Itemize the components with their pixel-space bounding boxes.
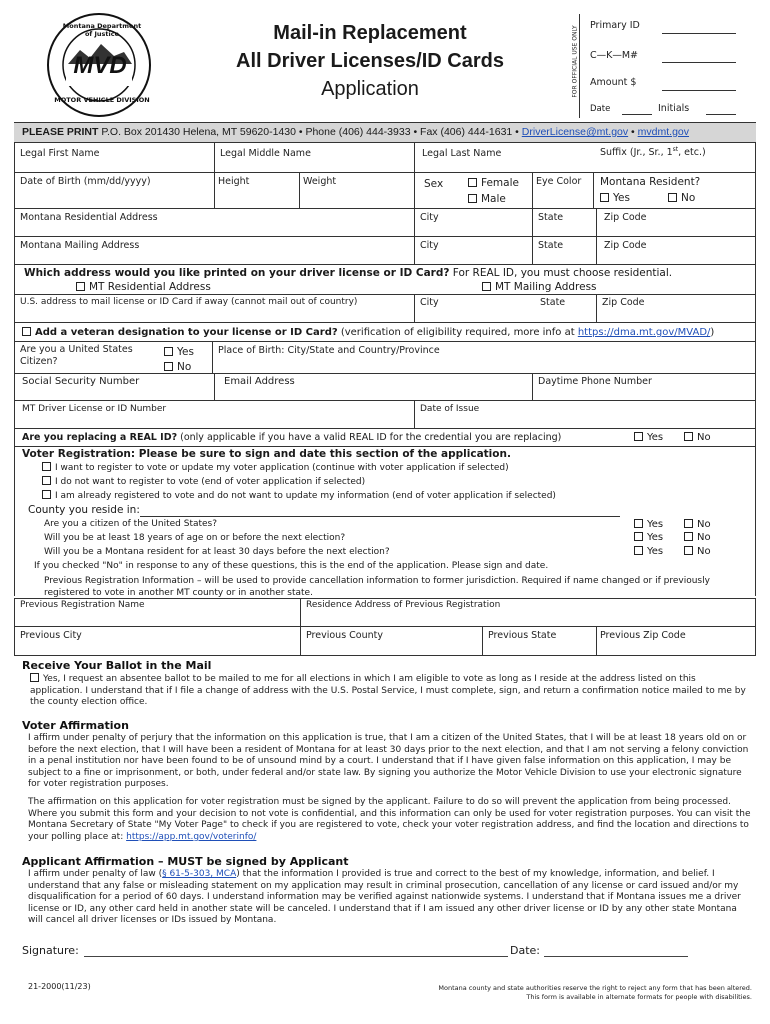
real-id-question: Are you replacing a REAL ID? (only applicable if you have a valid REAL ID for the credential you are replacing) (22, 432, 562, 443)
sex-male-option[interactable]: Male (468, 193, 506, 205)
resident-yes-option[interactable]: Yes (600, 192, 630, 204)
q2-no-checkbox[interactable] (684, 532, 693, 541)
seal-bottom-text: MOTOR VEHICLE DIVISION (54, 96, 150, 104)
q1-yes-option[interactable]: Yes (634, 519, 663, 530)
voter-citizen-question: Are you a citizen of the United States? (44, 519, 218, 529)
title-line2: All Driver Licenses/ID Cards (236, 50, 504, 72)
q2-yes-checkbox[interactable] (634, 532, 643, 541)
email-address-field[interactable]: Email Address (224, 376, 295, 387)
mailing-city-field[interactable]: City (420, 240, 439, 251)
q3-yes-option[interactable]: Yes (634, 546, 663, 557)
voter-registration-heading: Voter Registration: Please be sure to sign and date this section of the application. (22, 448, 511, 460)
applicant-affirmation-heading: Applicant Affirmation – MUST be signed by Applicant (22, 855, 349, 868)
already-registered-checkbox[interactable] (42, 490, 51, 499)
legal-middle-name-field[interactable]: Legal Middle Name (220, 148, 311, 159)
real-id-no-checkbox[interactable] (684, 432, 693, 441)
citizen-yes-checkbox[interactable] (164, 347, 173, 356)
date-signed-line[interactable] (544, 956, 688, 957)
mailing-state-field[interactable]: State (538, 240, 564, 251)
official-use-label: FOR OFFICIAL USE ONLY (571, 25, 579, 98)
real-id-no-option[interactable]: No (684, 432, 711, 443)
us-zip-field[interactable]: Zip Code (602, 297, 645, 308)
voter-decline-option[interactable]: I do not want to register to vote (end of voter application if selected) (42, 476, 365, 487)
female-checkbox[interactable] (468, 178, 477, 187)
mailing-address-field[interactable]: Montana Mailing Address (20, 240, 140, 251)
resident-no-checkbox[interactable] (668, 193, 677, 202)
date-signed-label: Date: (510, 944, 540, 957)
place-of-birth-field[interactable]: Place of Birth: City/State and Country/Province (218, 345, 440, 356)
veteran-checkbox[interactable] (22, 327, 31, 336)
real-id-yes-option[interactable]: Yes (634, 432, 663, 443)
please-print: PLEASE PRINT (22, 126, 99, 138)
title-line3: Application (321, 78, 419, 100)
contact-bar: PLEASE PRINT P.O. Box 201430 Helena, MT 59620-1430 • Phone (406) 444-3933 • Fax (406) 444-1631 • DriverLicense@mt.gov • mvdmt.gov (14, 122, 756, 143)
register-checkbox[interactable] (42, 462, 51, 471)
q3-no-option[interactable]: No (684, 546, 711, 557)
montana-resident-label: Montana Resident? (600, 176, 701, 188)
signature-line[interactable] (84, 956, 508, 957)
voter-info-link[interactable]: https://app.mt.gov/voterinfo/ (126, 831, 257, 842)
previous-state-field[interactable]: Previous State (488, 630, 557, 641)
seal-top-text: Montana Department of Justice (62, 22, 142, 38)
veteran-info-link[interactable]: https://dma.mt.gov/MVAD/ (577, 327, 711, 338)
weight-field[interactable]: Weight (303, 176, 337, 187)
print-address-question: Which address would you like printed on your driver license or ID Card? For REAL ID, you must choose residential. (24, 267, 673, 279)
male-checkbox[interactable] (468, 194, 477, 203)
voter-affirmation-text2: The affirmation on this application for voter registration must be signed by the applicant. Failure to do so will prevent the application from being processed. Where you submit this form and your decision to not vote is confidential, and this information can only be used for voter registration purposes. You can visit the Montana Secretary of State "My Voter Page" to check if you are registered to vote, check your voter registration address, and find the location and directions to your polling place at: https://app.mt.gov/voterinfo/ (28, 797, 751, 842)
voter-affirmation-text: I affirm under penalty of perjury that the information on this application is true, that I am a citizen of the United States, that I will be at least 18 years old on or before the next election, that I will have been a resident of Montana for at least 30 days prior to the next election, and that I am not serving a felony conviction in a penal institution nor have been found to be of unsound mind by a court. I understand that if I have given false information on this application, I may be subject to a fine or imprisonment, or both, under federal and/or state law. By signing you authorize the Motor Vehicle Division to use your electronic signature for voter registration purposes. (28, 733, 749, 790)
eye-color-field[interactable]: Eye Color (536, 176, 582, 187)
q3-yes-checkbox[interactable] (634, 546, 643, 555)
previous-city-field[interactable]: Previous City (20, 630, 82, 641)
license-number-field[interactable]: MT Driver License or ID Number (22, 404, 167, 414)
footer-note-alteration: Montana county and state authorities reserve the right to reject any form that has been altered. (438, 984, 752, 992)
q1-no-option[interactable]: No (684, 519, 711, 530)
previous-registration-info: Previous Registration Information – will be used to provide cancellation information to former jurisdiction. Required if name changed or if previously registered to vote in another MT county or in another state. (44, 576, 710, 598)
voter-age-question: Will you be at least 18 years of age on or before the next election? (44, 533, 346, 543)
decline-checkbox[interactable] (42, 476, 51, 485)
print-residential-option[interactable]: MT Residential Address (76, 281, 211, 293)
footer-note-formats: This form is available in alternate formats for people with disabilities. (526, 993, 752, 1001)
amount-label: Amount $ (590, 77, 637, 88)
form-number: 21-2000(11/23) (28, 982, 91, 991)
date-of-birth-field[interactable]: Date of Birth (mm/dd/yyyy) (20, 176, 151, 187)
height-field[interactable]: Height (218, 176, 250, 187)
date-label: Date (590, 104, 611, 114)
voter-already-registered-option[interactable]: I am already registered to vote and do not want to update my information (end of voter application if selected) (42, 490, 556, 501)
mca-statute-link[interactable]: § 61-5-303, MCA (162, 869, 237, 879)
q2-yes-option[interactable]: Yes (634, 532, 663, 543)
email-link[interactable]: DriverLicense@mt.gov (521, 126, 629, 138)
mailing-zip-field[interactable]: Zip Code (604, 240, 647, 251)
print-mailing-option[interactable]: MT Mailing Address (482, 281, 597, 293)
date-of-issue-field[interactable]: Date of Issue (420, 404, 480, 414)
citizen-no-option[interactable]: No (164, 361, 191, 373)
initials-label: Initials (658, 103, 690, 114)
voter-residency-question: Will you be a Montana resident for at least 30 days before the next election? (44, 547, 390, 557)
residential-city-field[interactable]: City (420, 212, 439, 223)
ballot-heading: Receive Your Ballot in the Mail (22, 659, 212, 672)
primary-id-label: Primary ID (590, 20, 640, 31)
absentee-ballot-checkbox[interactable] (30, 673, 39, 682)
voter-register-option[interactable]: I want to register to vote or update my voter application (continue with voter application if selected) (42, 462, 509, 473)
county-label: County you reside in: (28, 504, 140, 516)
veteran-designation-option[interactable]: Add a veteran designation to your license or ID Card? (verification of eligibility required, more info at https://dma.mt.gov/MVAD/) (22, 327, 752, 338)
print-residential-checkbox[interactable] (76, 282, 85, 291)
previous-county-field[interactable]: Previous County (306, 630, 384, 641)
previous-residence-field[interactable]: Residence Address of Previous Registration (306, 600, 501, 610)
us-state-field[interactable]: State (540, 297, 566, 308)
suffix-field[interactable]: Suffix (Jr., Sr., 1st, etc.) (600, 146, 706, 159)
resident-no-option[interactable]: No (668, 192, 695, 204)
ckm-label: C—K—M# (590, 50, 639, 61)
print-mailing-checkbox[interactable] (482, 282, 491, 291)
daytime-phone-field[interactable]: Daytime Phone Number (538, 376, 652, 387)
applicant-affirmation-text: I affirm under penalty of law (§ 61-5-303, MCA) that the information I provided is true and correct to the best of my knowledge, information, and belief. I understand that any false or misleading statement on my application may result in criminal prosecution, cancellation of any license or card issued and/or my disqualification for a period of 60 days. I understand information may be verified against nationwide systems. I understand that if Montana issues me a driver license or ID, any other card held in another state will be canceled. I understand that if I am issued any other driver license or ID by any other state Montana will cancel all driver licenses or IDs issued by Montana. (28, 869, 741, 926)
us-city-field[interactable]: City (420, 297, 439, 308)
contact-address: P.O. Box 201430 Helena, MT 59620-1430 • Phone (406) 444-3933 • Fax (406) 444-1631 • (98, 126, 522, 138)
residential-address-field[interactable]: Montana Residential Address (20, 212, 158, 223)
citizen-yes-option[interactable]: Yes (164, 346, 194, 358)
q1-no-checkbox[interactable] (684, 519, 693, 528)
q1-yes-checkbox[interactable] (634, 519, 643, 528)
title-line1: Mail-in Replacement (273, 22, 467, 44)
absentee-ballot-option[interactable]: Yes, I request an absentee ballot to be mailed to me for all elections in which I am eligible to vote as long as I reside at the address listed on this application. I understand that if I file a change of address with the U.S. Postal Service, I must complete, sign, and return a confirmation notice mailed to me by the county election office. (30, 674, 746, 708)
residential-state-field[interactable]: State (538, 212, 564, 223)
no-answer-note: If you checked "No" in response to any of these questions, this is the end of the application. Please sign and date. (34, 561, 549, 571)
residential-zip-field[interactable]: Zip Code (604, 212, 647, 223)
q2-no-option[interactable]: No (684, 532, 711, 543)
ssn-field[interactable]: Social Security Number (22, 376, 140, 387)
citizen-no-checkbox[interactable] (164, 362, 173, 371)
sex-label: Sex (424, 178, 444, 190)
website-link[interactable]: mvdmt.gov (637, 126, 690, 138)
previous-name-field[interactable]: Previous Registration Name (20, 600, 145, 610)
us-mailing-address-field[interactable]: U.S. address to mail license or ID Card if away (cannot mail out of country) (20, 297, 358, 307)
county-input-line (140, 516, 620, 517)
legal-last-name-field[interactable]: Legal Last Name (422, 148, 502, 159)
q3-no-checkbox[interactable] (684, 546, 693, 555)
previous-zip-field[interactable]: Previous Zip Code (600, 630, 686, 641)
resident-yes-checkbox[interactable] (600, 193, 609, 202)
seal-center-text: MVD (73, 52, 127, 79)
us-citizen-question: Are you a United States Citizen? (20, 344, 133, 367)
voter-affirmation-heading: Voter Affirmation (22, 719, 129, 732)
sex-female-option[interactable]: Female (468, 177, 519, 189)
real-id-yes-checkbox[interactable] (634, 432, 643, 441)
legal-first-name-field[interactable]: Legal First Name (20, 148, 100, 159)
signature-label: Signature: (22, 944, 79, 957)
